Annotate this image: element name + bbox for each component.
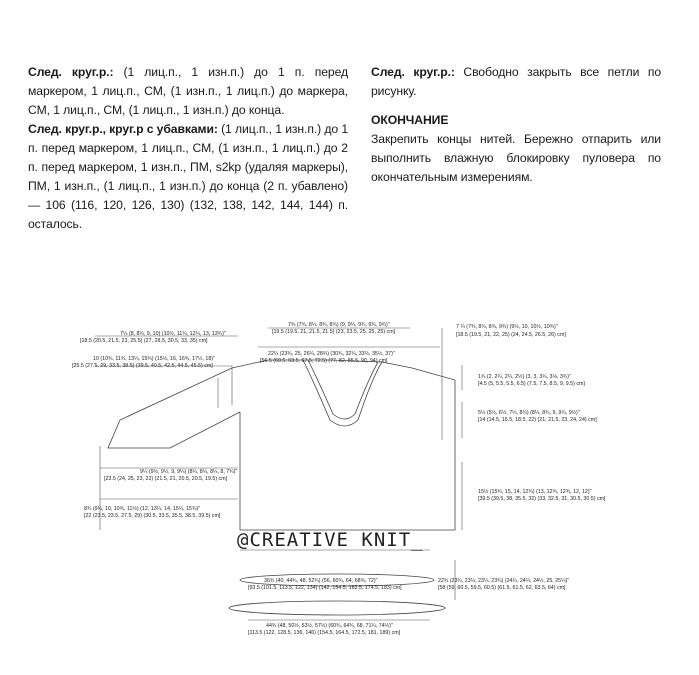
instructions-left-column	[28, 63, 348, 234]
instruction-label: След. круг.р.:	[28, 65, 114, 79]
sleeve-outline	[108, 360, 268, 448]
garment-outline	[108, 360, 455, 615]
neck-width-in-label: 7¾ (7¾, 8¼, 8¾, 8¾) (9, 9¼, 9¾, 9¾, 9¾)"	[288, 322, 390, 328]
lower-width-in-label: 36¾ (40, 44¾, 48, 52¾) (56, 60¾, 64, 68¾, 72)"	[264, 578, 378, 584]
cuff-cm-label: [23.5 (24, 25, 23, 22) (21.5, 21, 20.5, 20.5, 19.5) cm]	[104, 476, 228, 482]
upper-arm-in-label: 7¼ (8, 8¼, 9, 10) (10½, 11¼, 12¼, 13, 13¾)"	[120, 331, 226, 337]
instruction-label: След. круг.р.:	[371, 65, 455, 79]
neck-depth-cm-label: [4.5 (5, 5.5, 5.5, 6.5) (7.5, 7.5, 8.5, 9, 9.5) cm]	[478, 381, 585, 387]
instruction-text: (1 лиц.п., 1 изн.п.) до 1 п. перед маркером, 1 лиц.п., СМ, (1 изн.п., 1 лиц.п.) до 2 п. перед маркером, 1 изн.п., ПМ, s2kp (удаляя маркеры), ПМ, 1 изн.п., (1 лиц.п., 1 изн.п.) до конца (2 п. убавлено) — 106 (116, 120, 126, 130) (132, 138, 142, 144, 144) п. осталось.	[28, 122, 349, 231]
rib-length-cm-label: [58 (59, 60.5, 59.5, 60.5) (61.5, 61.5, 62, 63.5, 64) cm]	[438, 585, 566, 591]
neck-depth-in-label: 1¾ (2, 2¼, 2¼, 2½) (3, 3, 3¼, 3⅛, 3¾)"	[478, 374, 571, 380]
creative-knit-watermark: @CREATIVE KNIT_	[237, 529, 424, 551]
top-width-cm-label: [56.5 (60.5, 63.5, 67.5, 72.5) (77, 82, 85.5, 90, 94) cm]	[260, 358, 388, 364]
neck-width-cm-label: [19.5 (19.5, 21, 21.5, 21.5) (23, 23.5, 25, 25, 25) cm]	[272, 329, 396, 335]
instruction-text: (1 лиц.п., 1 изн.п.) до 1 п. перед маркером, 1 лиц.п., СМ, (1 изн.п., 1 лиц.п.) до маркера, СМ, 1 лиц.п., СМ, (1 лиц.п., 1 изн.п.) до конца.	[28, 65, 348, 117]
upper-arm-cm-label: [18.5 (20.5, 21.5, 23, 25.5) (27, 28.5, 30.5, 33, 35) cm]	[80, 338, 208, 344]
neckline-outline	[303, 360, 382, 426]
body-length-in-label: 15½ (15¾, 15, 14, 12¾) (13, 12¾, 12¾, 12, 12)"	[478, 489, 592, 495]
lower-width-cm-label: [93.5 (101.5, 113.5, 122, 134) (142, 154.5, 162.5, 174.5, 183) cm]	[248, 585, 402, 591]
instruction-label: След. круг.р., круг.р с убавками:	[28, 122, 218, 136]
instruction-paragraph-3	[371, 63, 661, 101]
hem-width-cm-label: [113.5 (122, 128.5, 136, 146) (154.5, 164.5, 172.5, 181, 189) cm]	[248, 630, 401, 636]
body-length-cm-label: [39.5 (39.5, 38, 35.5, 32) (33, 32.5, 31, 30.5, 30.5) cm]	[478, 496, 606, 502]
sweater-schematic	[0, 300, 699, 675]
wrist-in-label: 8¾ (9¼, 10, 10¾, 11½) (12, 13¼, 14, 15¼, 15¾)"	[84, 506, 201, 512]
measurement-labels	[72, 322, 606, 636]
wrist-cm-label: [22 (23.5, 23.5, 27.5, 29) (30.5, 33.5, 35.5, 38.5, 39.5) cm]	[84, 513, 221, 519]
sleeve-length-cm-label: [25.5 (27.5, 29, 33.5, 38.5) (39.5, 40.5, 42.5, 44.5, 45.5) cm]	[72, 363, 213, 369]
shoulder-in-label: 7 ¼ (7¾, 8¼, 8¾, 9¾) (9½, 10, 10½, 10¾)"	[456, 324, 558, 330]
instruction-text: Свободно закрыть все петли по рисунку.	[371, 65, 662, 98]
top-width-in-label: 22¼ (23¾, 25, 26¼, 28¾) (30¾, 32¼, 33½, 35½, 37)"	[268, 351, 395, 357]
section-heading-finishing: ОКОНЧАНИЕ	[371, 113, 449, 127]
cuff-in-label: 9¼ (9½, 9½, 9, 9¼) (8¼, 8¼, 8¼, 8, 7¾)"	[140, 469, 238, 475]
instruction-paragraph-1	[28, 63, 348, 120]
armhole-in-label: 5½ (5½, 6½, 7¼, 8¼) (8¼, 8¾, 9, 9¼, 9½)"	[478, 410, 580, 416]
instructions-right-column	[371, 63, 661, 187]
rib-hem-ellipse	[229, 601, 445, 615]
finishing-paragraph: Закрепить концы нитей. Бережно отпарить или выполнить влажную блокировку пуловера по окончательным измерениям.	[371, 132, 661, 184]
rib-length-in-label: 22¾ (23¼, 23¼, 23¼, 23¾) (24¼, 24¼, 24½, 25, 25¼)"	[438, 578, 570, 584]
instruction-paragraph-2	[28, 120, 348, 234]
armhole-cm-label: [14 (14.5, 16.5, 18.5, 22) (21, 21.5, 23, 24, 24) cm]	[478, 417, 597, 423]
body-outline	[240, 360, 455, 530]
neckline-inner	[308, 360, 378, 419]
hem-width-in-label: 44¾ (48, 50½, 53½, 57½) (60¾, 64¾, 68, 71¼, 74½)"	[266, 623, 393, 629]
shoulder-cm-label: [18.5 (19.5, 21, 22, 25) (24, 24.5, 26.5, 26) cm]	[456, 332, 566, 338]
sleeve-length-in-label: 10 (10¾, 11¾, 13¼, 15¾) (15½, 16, 16¾, 17½, 18)"	[93, 356, 215, 362]
